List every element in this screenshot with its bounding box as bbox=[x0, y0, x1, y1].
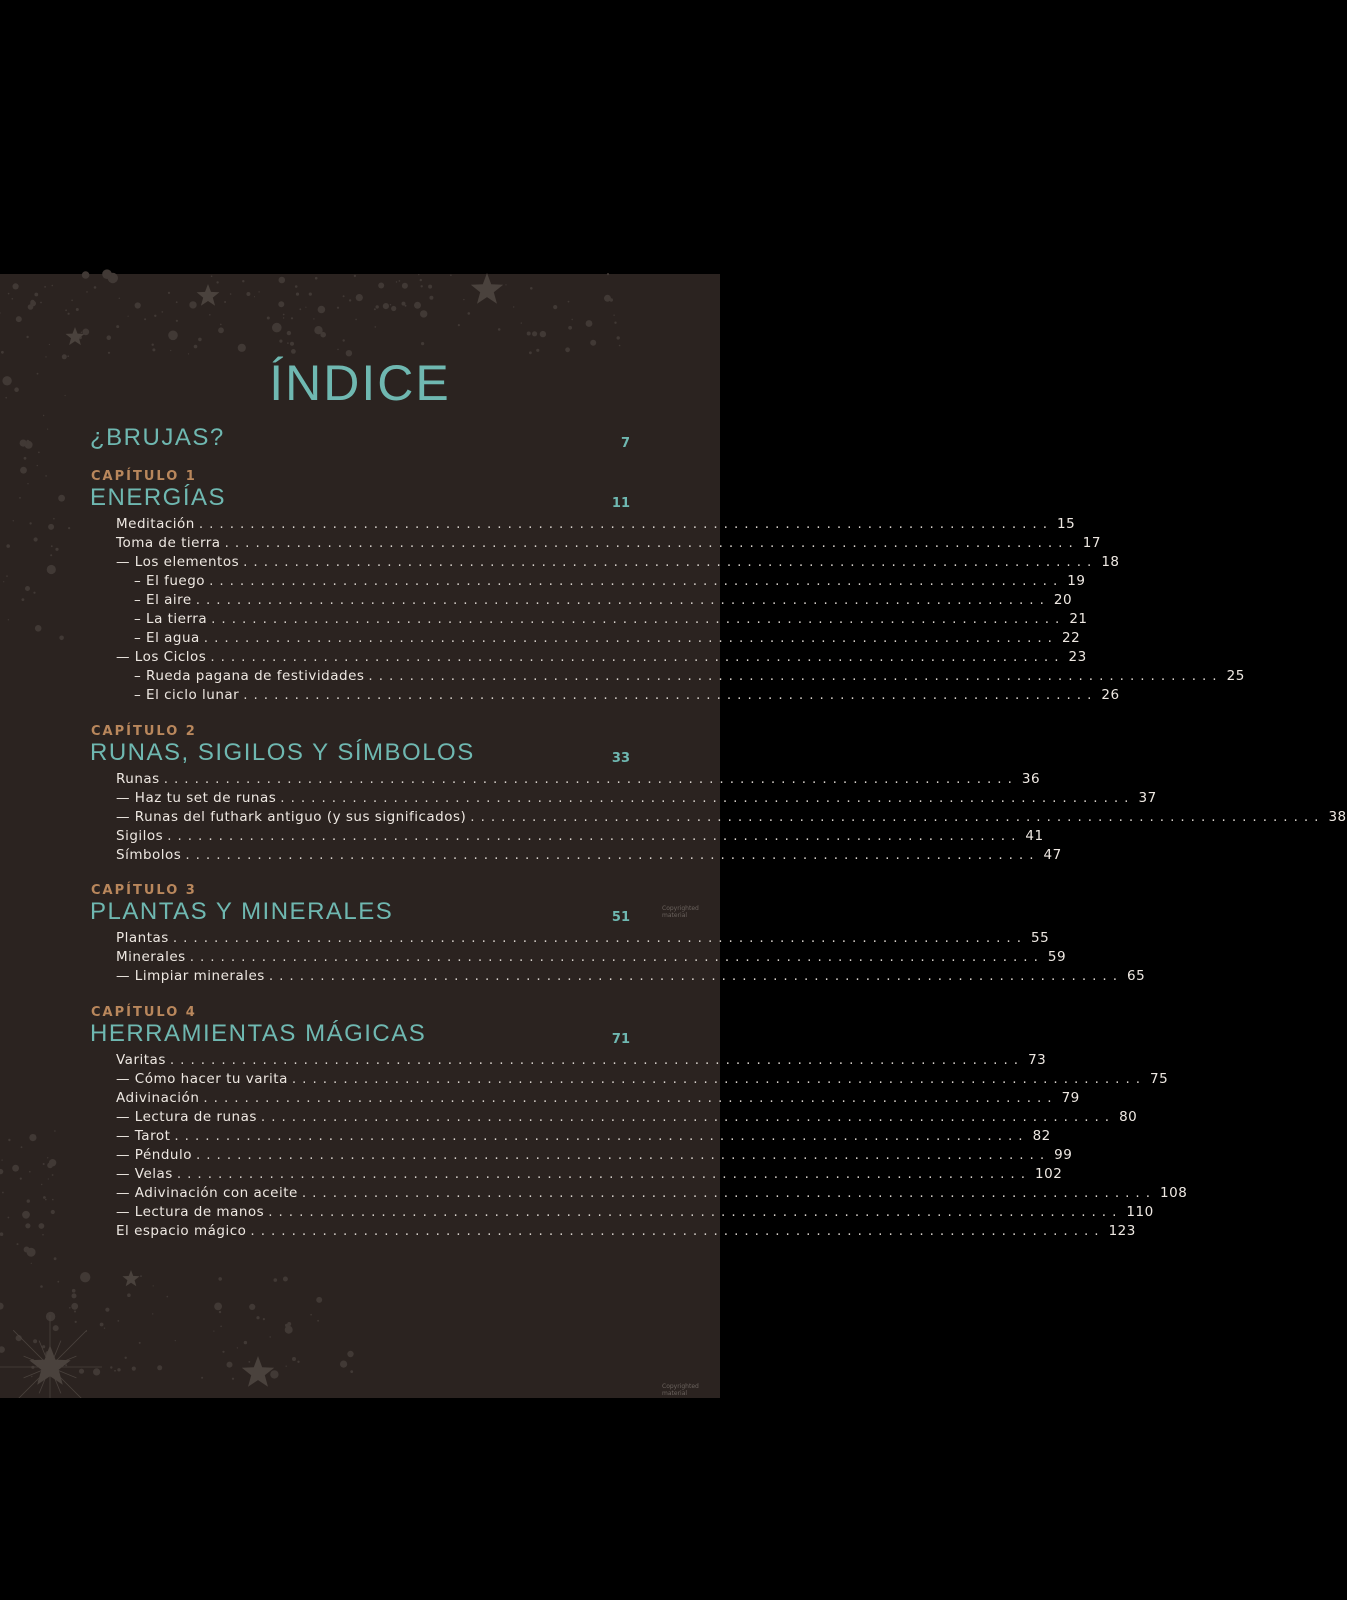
dot-leader: ................................................................................... bbox=[203, 630, 1058, 646]
toc-entry-page: 26 bbox=[1101, 687, 1120, 703]
toc-entry[interactable] bbox=[116, 1109, 1138, 1128]
toc-entry-page: 18 bbox=[1101, 554, 1120, 570]
toc-entry-page: 20 bbox=[1053, 592, 1073, 608]
toc-entry-label: Símbolos bbox=[116, 847, 182, 863]
star-icon bbox=[197, 284, 220, 306]
toc-entry[interactable] bbox=[134, 687, 1120, 706]
toc-entry-page: 65 bbox=[1127, 968, 1146, 984]
toc-entry-page: 55 bbox=[1031, 930, 1050, 946]
toc-entry[interactable] bbox=[134, 592, 1073, 611]
dot-leader: ................................................................................... bbox=[280, 790, 1135, 806]
copyright-watermark: Copyrighted material bbox=[662, 1383, 699, 1397]
dot-leader: ................................................................................... bbox=[176, 1166, 1032, 1182]
toc-entry[interactable] bbox=[116, 1204, 1154, 1223]
dot-leader: ................................................................................... bbox=[195, 1147, 1051, 1163]
toc-entry-label: Varitas bbox=[116, 1052, 166, 1068]
toc-entry-label: — Cómo hacer tu varita bbox=[116, 1071, 288, 1087]
chapter-heading[interactable] bbox=[90, 484, 630, 512]
viewer-bottom-bar bbox=[0, 1398, 720, 1600]
chapter-page: 11 bbox=[611, 496, 630, 511]
dot-leader: ................................................................................... bbox=[210, 649, 1065, 665]
ink-splatter bbox=[65, 1272, 354, 1380]
toc-entry-label: — Los Ciclos bbox=[116, 649, 207, 665]
dot-leader: ................................................................................... bbox=[470, 809, 1325, 825]
toc-entry-page: 25 bbox=[1226, 668, 1245, 684]
toc-entry-page: 59 bbox=[1047, 949, 1067, 965]
toc-entry-label: — Velas bbox=[116, 1166, 173, 1182]
toc-entry[interactable] bbox=[116, 1052, 1047, 1071]
toc-intro[interactable] bbox=[90, 424, 630, 452]
toc-entry-label: – La tierra bbox=[134, 611, 208, 627]
toc-entry-page: 75 bbox=[1150, 1071, 1169, 1087]
toc-entry-page: 79 bbox=[1061, 1090, 1080, 1106]
toc-entry[interactable] bbox=[134, 573, 1086, 592]
chapter-label: CAPÍTULO 4 bbox=[91, 1005, 197, 1020]
toc-entry-page: 19 bbox=[1067, 573, 1086, 589]
toc-entry-label: Toma de tierra bbox=[116, 535, 221, 551]
toc-entry[interactable] bbox=[116, 1223, 1136, 1242]
dot-leader: ................................................................................... bbox=[195, 592, 1050, 608]
toc-entry-label: — Lectura de manos bbox=[116, 1204, 265, 1220]
chapter-heading[interactable] bbox=[90, 739, 630, 767]
star-icon bbox=[471, 273, 503, 304]
star-icon bbox=[242, 1356, 274, 1387]
chapter-label: CAPÍTULO 2 bbox=[91, 724, 197, 739]
chapter-heading[interactable] bbox=[90, 898, 630, 926]
dot-leader: ................................................................................... bbox=[211, 611, 1066, 627]
toc-entry-label: — Tarot bbox=[116, 1128, 171, 1144]
toc-entry-label: Minerales bbox=[116, 949, 186, 965]
toc-entry[interactable] bbox=[116, 847, 1062, 866]
toc-entry-label: – El fuego bbox=[134, 573, 206, 589]
chapter-title: HERRAMIENTAS MÁGICAS bbox=[90, 1020, 427, 1047]
toc-entry-label: — Limpiar minerales bbox=[116, 968, 265, 984]
toc-entry-page: 123 bbox=[1108, 1223, 1136, 1239]
toc-entry[interactable] bbox=[134, 611, 1088, 630]
toc-entry-page: 17 bbox=[1082, 535, 1101, 551]
toc-entry[interactable] bbox=[116, 809, 1347, 828]
toc-entry-page: 99 bbox=[1054, 1147, 1073, 1163]
toc-entry-label: — Lectura de runas bbox=[116, 1109, 257, 1125]
toc-entry[interactable] bbox=[116, 968, 1146, 987]
toc-entry[interactable] bbox=[116, 930, 1050, 949]
toc-entry-label: Meditación bbox=[116, 516, 195, 532]
dot-leader: ................................................................................... bbox=[209, 573, 1064, 589]
dot-leader: ................................................................................... bbox=[185, 847, 1040, 863]
toc-entry-page: 108 bbox=[1160, 1185, 1188, 1201]
toc-entry[interactable] bbox=[116, 1128, 1051, 1147]
dot-leader: ................................................................................... bbox=[224, 535, 1079, 551]
dot-leader: ................................................................................... bbox=[172, 930, 1028, 946]
toc-entry[interactable] bbox=[116, 949, 1067, 968]
dot-leader: ................................................................................... bbox=[167, 828, 1022, 844]
toc-entry-label: — Haz tu set de runas bbox=[116, 790, 277, 806]
toc-entry[interactable] bbox=[116, 790, 1157, 809]
toc-entry[interactable] bbox=[134, 630, 1081, 649]
page-title: ÍNDICE bbox=[269, 355, 451, 411]
toc-entry-label: – El ciclo lunar bbox=[134, 687, 240, 703]
toc-entry[interactable] bbox=[116, 828, 1044, 847]
toc-entry[interactable] bbox=[116, 771, 1041, 790]
toc-entry-page: 110 bbox=[1126, 1204, 1154, 1220]
toc-entry-page: 82 bbox=[1032, 1128, 1051, 1144]
toc-entry-page: 37 bbox=[1138, 790, 1157, 806]
toc-entry-label: Plantas bbox=[116, 930, 169, 946]
toc-entry-page: 41 bbox=[1025, 828, 1044, 844]
toc-entry[interactable] bbox=[116, 649, 1087, 668]
toc-entry-page: 36 bbox=[1021, 771, 1041, 787]
copyright-watermark: Copyrighted material bbox=[662, 905, 699, 919]
toc-entry-page: 73 bbox=[1028, 1052, 1047, 1068]
toc-entry[interactable] bbox=[116, 1166, 1063, 1185]
dot-leader: ................................................................................... bbox=[163, 771, 1018, 787]
book-page[interactable] bbox=[0, 274, 1347, 1399]
star-icon bbox=[122, 1270, 139, 1286]
dot-leader: ................................................................................... bbox=[198, 516, 1054, 532]
chapter-heading[interactable] bbox=[90, 1020, 630, 1048]
chapter-page: 71 bbox=[611, 1032, 630, 1047]
toc-entry-label: – El agua bbox=[134, 630, 200, 646]
dot-leader: ................................................................................... bbox=[268, 1204, 1123, 1220]
dot-leader: ................................................................................... bbox=[169, 1052, 1025, 1068]
toc-entry-page: 21 bbox=[1069, 611, 1088, 627]
chapter-page: 51 bbox=[611, 910, 630, 925]
chapter-title: ENERGÍAS bbox=[90, 484, 227, 511]
toc-entry-label: Sigilos bbox=[116, 828, 164, 844]
dot-leader: ................................................................................... bbox=[189, 949, 1044, 965]
dot-leader: ................................................................................... bbox=[291, 1071, 1147, 1087]
toc-entry-label: — Runas del futhark antiguo (y sus significados) bbox=[116, 809, 467, 825]
dot-leader: ................................................................................... bbox=[243, 687, 1098, 703]
dot-leader: ................................................................................... bbox=[301, 1185, 1157, 1201]
toc-entry-label: – El aire bbox=[134, 592, 192, 608]
dot-leader: ................................................................................... bbox=[268, 968, 1124, 984]
toc-entry-page: 22 bbox=[1061, 630, 1081, 646]
dot-leader: ................................................................................... bbox=[250, 1223, 1105, 1239]
dot-leader: ................................................................................... bbox=[203, 1090, 1058, 1106]
toc-entry[interactable] bbox=[116, 535, 1101, 554]
toc-entry[interactable] bbox=[116, 554, 1120, 573]
toc-entry-label: Adivinación bbox=[116, 1090, 200, 1106]
dot-leader: ................................................................................... bbox=[243, 554, 1098, 570]
toc-entry-page: 38 bbox=[1328, 809, 1347, 825]
dot-leader: ................................................................................... bbox=[368, 668, 1223, 684]
toc-intro-title: ¿BRUJAS? bbox=[90, 424, 225, 451]
toc-entry[interactable] bbox=[116, 1185, 1188, 1204]
chapter-page: 33 bbox=[611, 751, 630, 766]
viewer-top-bar bbox=[0, 0, 720, 274]
dot-leader: ................................................................................... bbox=[174, 1128, 1029, 1144]
toc-entry-label: — Los elementos bbox=[116, 554, 240, 570]
chapter-title: PLANTAS Y MINERALES bbox=[90, 898, 394, 925]
toc-entry-label: Runas bbox=[116, 771, 160, 787]
toc-entry[interactable] bbox=[116, 1071, 1169, 1090]
toc-entry[interactable] bbox=[116, 1090, 1080, 1109]
chapter-label: CAPÍTULO 1 bbox=[91, 469, 197, 484]
toc-entry-page: 80 bbox=[1119, 1109, 1138, 1125]
ink-splatter bbox=[0, 269, 620, 356]
dot-leader: ................................................................................... bbox=[260, 1109, 1116, 1125]
toc-entry-page: 47 bbox=[1043, 847, 1062, 863]
toc-entry-page: 102 bbox=[1035, 1166, 1063, 1182]
star-icon bbox=[66, 327, 85, 345]
toc-entry-label: — Adivinación con aceite bbox=[116, 1185, 298, 1201]
toc-intro-page: 7 bbox=[620, 436, 630, 451]
toc-entry[interactable] bbox=[134, 668, 1245, 687]
toc-entry-page: 15 bbox=[1057, 516, 1076, 532]
chapter-title: RUNAS, SIGILOS Y SÍMBOLOS bbox=[90, 739, 475, 766]
toc-entry-label: – Rueda pagana de festividades bbox=[134, 668, 365, 684]
toc-entry[interactable] bbox=[116, 1147, 1073, 1166]
chapter-label: CAPÍTULO 3 bbox=[91, 883, 197, 898]
toc-entry-page: 23 bbox=[1068, 649, 1087, 665]
toc-entry[interactable] bbox=[116, 516, 1076, 535]
toc-entry-label: — Péndulo bbox=[116, 1147, 192, 1163]
toc-entry-label: El espacio mágico bbox=[116, 1223, 247, 1239]
